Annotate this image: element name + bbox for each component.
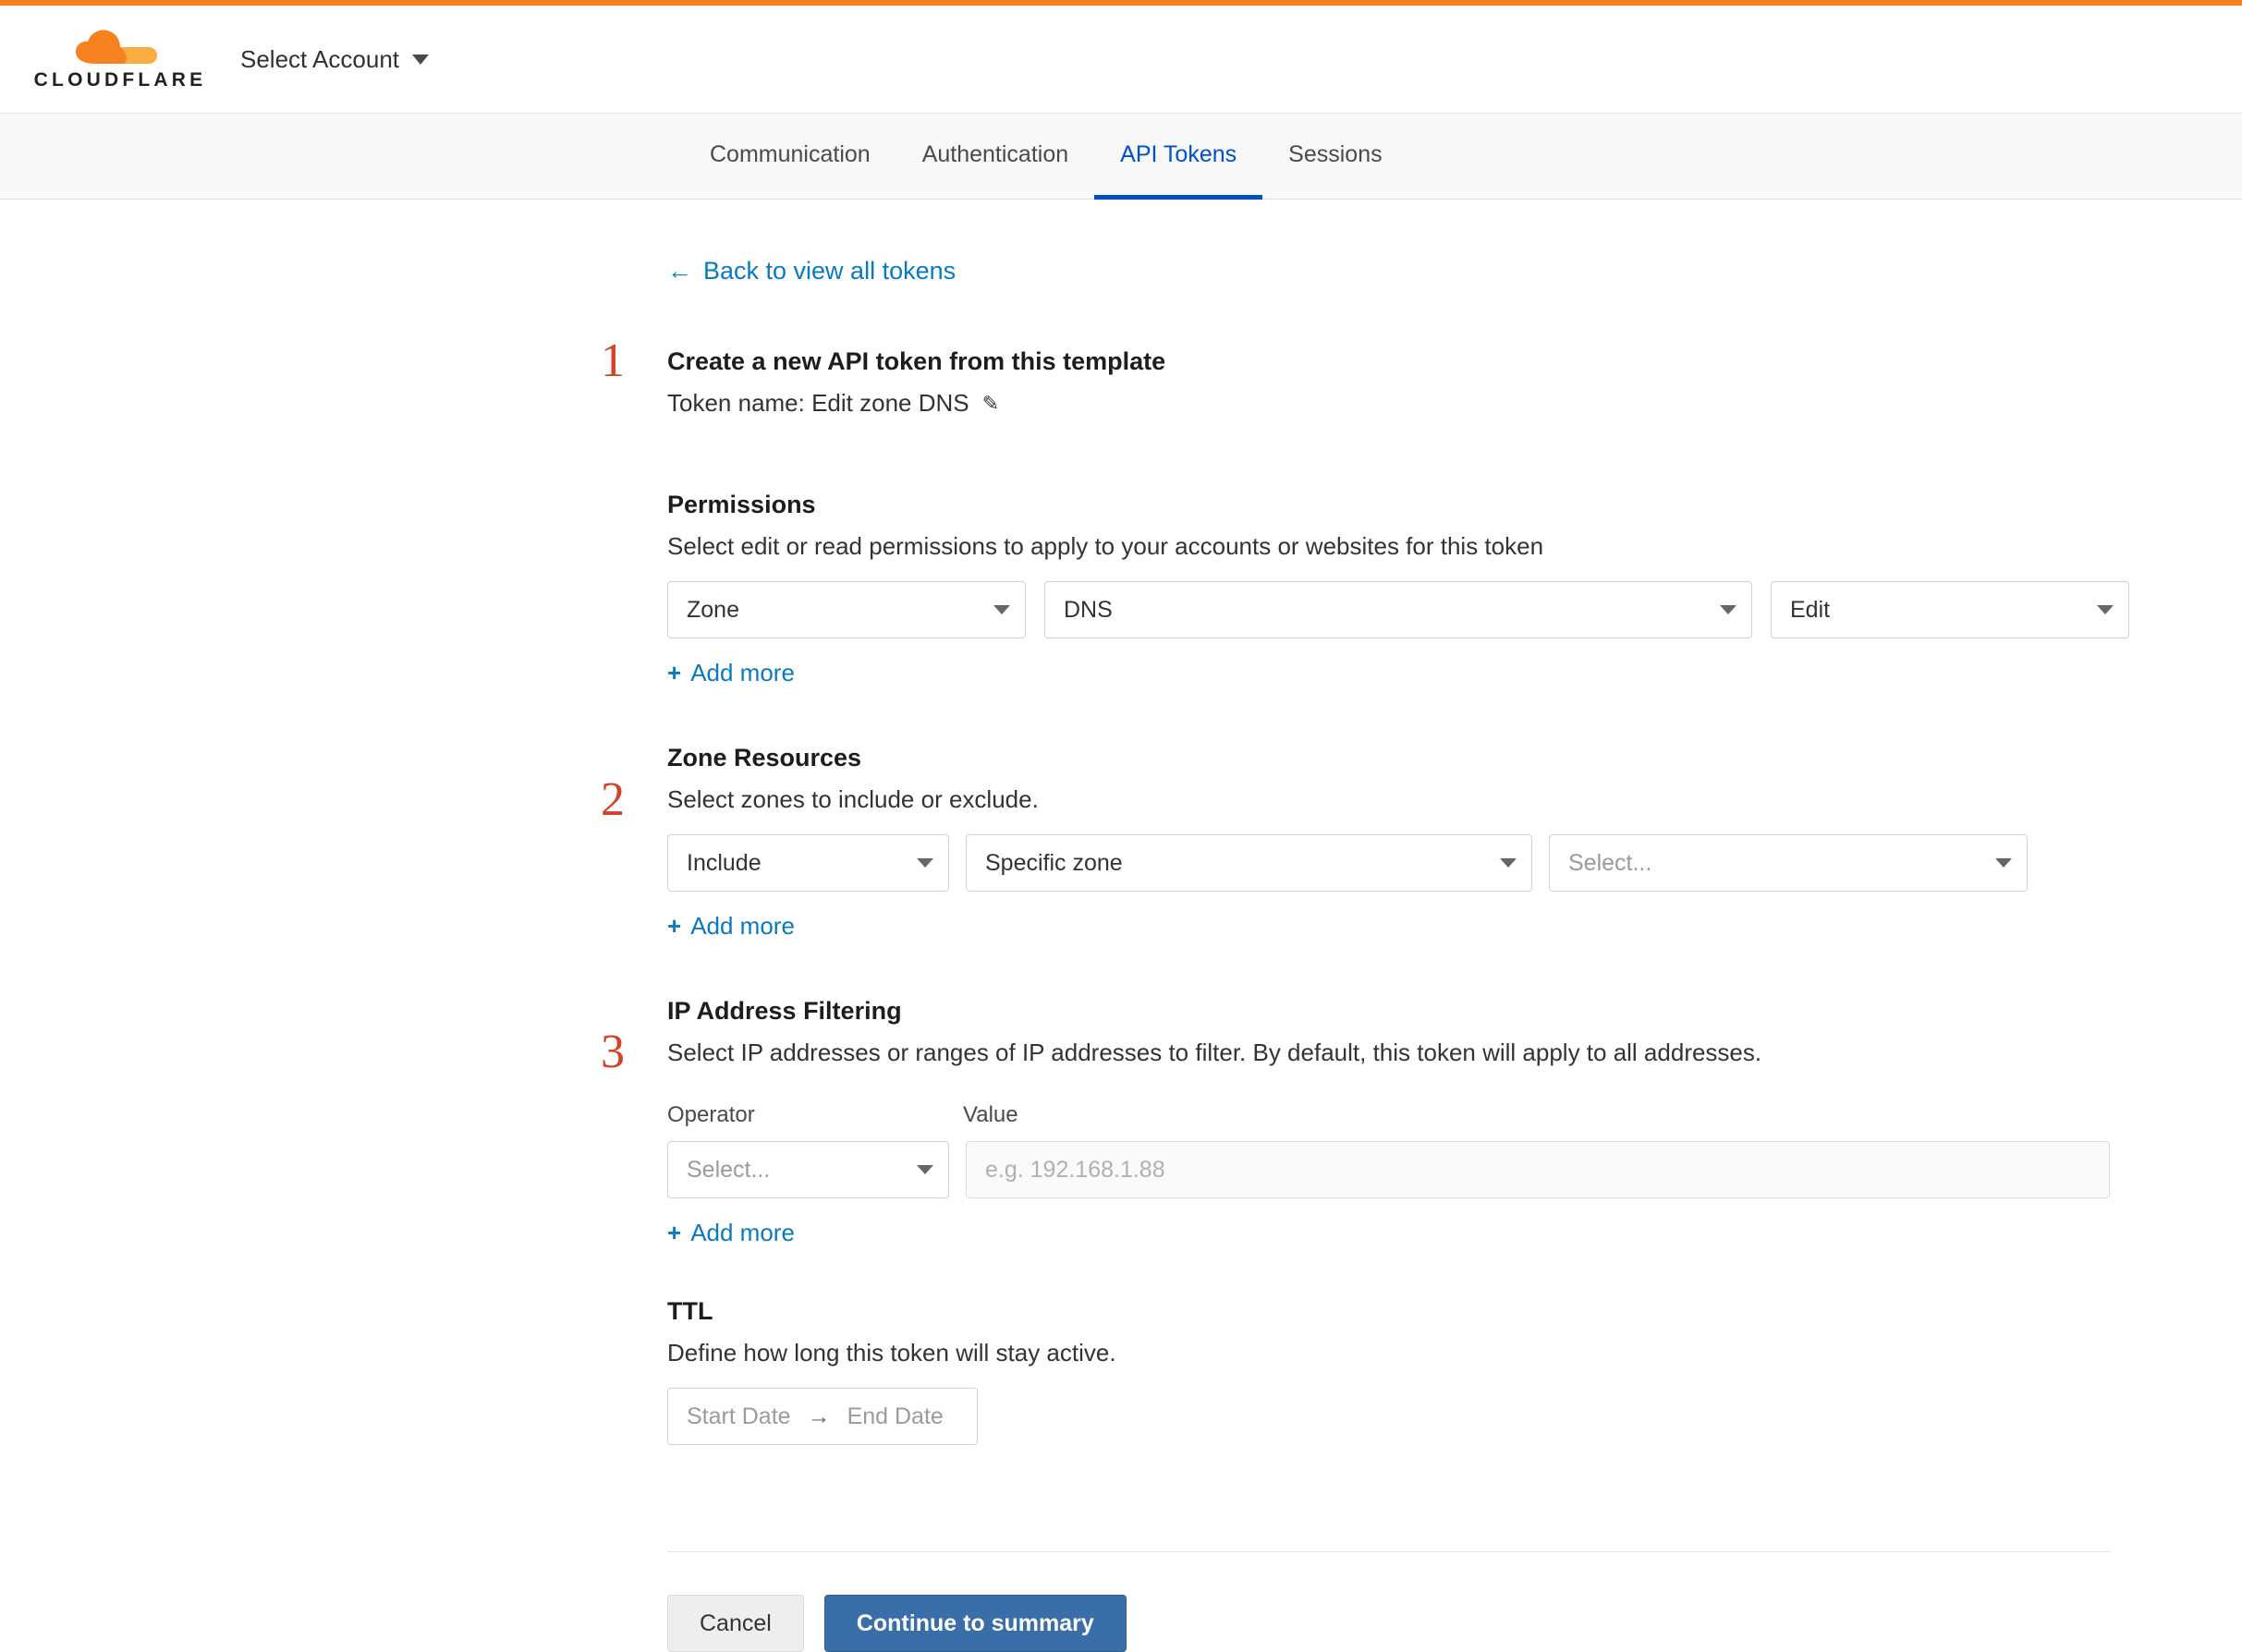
step-number-3: 3 <box>601 1026 625 1078</box>
zone-scope-value: Specific zone <box>985 849 1123 876</box>
ip-operator-label: Operator <box>667 1102 755 1127</box>
ttl-date-range-picker[interactable] <box>667 1388 978 1445</box>
tab-sessions-label: Sessions <box>1288 140 1383 167</box>
footer-actions <box>667 1595 1127 1652</box>
chevron-down-icon <box>1720 605 1736 614</box>
zone-resources-add-more-button[interactable] <box>667 912 795 941</box>
ip-value-label: Value <box>963 1102 1018 1127</box>
permission-scope-select[interactable] <box>667 581 1026 638</box>
ttl-section <box>667 1297 1116 1445</box>
ip-filtering-row <box>667 1141 2110 1198</box>
permissions-add-more-label: Add more <box>690 659 795 686</box>
token-name-label: Token name: Edit zone DNS <box>667 389 969 417</box>
zone-resources-add-more-label: Add more <box>690 912 795 940</box>
cancel-button[interactable] <box>667 1595 804 1652</box>
ip-filtering-labels <box>667 1102 2110 1128</box>
zone-picker-value: Select... <box>1568 849 1652 876</box>
ttl-title: TTL <box>667 1297 713 1325</box>
permissions-section <box>667 491 2129 687</box>
permissions-add-more-button[interactable] <box>667 659 795 687</box>
permission-scope-value: Zone <box>687 596 739 623</box>
arrow-right-icon: → <box>807 1403 831 1429</box>
ip-filtering-section <box>667 997 2110 1247</box>
permissions-title: Permissions <box>667 491 816 518</box>
tab-authentication[interactable] <box>896 114 1094 200</box>
zone-resources-section <box>667 744 2028 941</box>
zone-inclusion-value: Include <box>687 849 762 876</box>
ip-filtering-add-more-button[interactable] <box>667 1219 795 1247</box>
chevron-down-icon <box>412 55 429 65</box>
tab-api-tokens-label: API Tokens <box>1120 140 1237 167</box>
cancel-button-label: Cancel <box>700 1609 772 1636</box>
continue-to-summary-button[interactable] <box>824 1595 1127 1652</box>
permissions-row <box>667 581 2129 638</box>
pencil-icon[interactable]: ✎ <box>981 391 1000 415</box>
tab-api-tokens[interactable] <box>1094 114 1262 200</box>
zone-resources-row <box>667 834 2028 892</box>
continue-button-label: Continue to summary <box>856 1609 1094 1636</box>
account-selector[interactable] <box>240 45 429 74</box>
back-link-label: Back to view all tokens <box>703 257 957 285</box>
plus-icon: + <box>667 1219 682 1246</box>
arrow-left-icon: ← <box>667 257 692 285</box>
permissions-subtitle: Select edit or read permissions to apply to your accounts or websites for this token <box>667 532 1544 560</box>
ip-filtering-title: IP Address Filtering <box>667 997 902 1025</box>
chevron-down-icon <box>2097 605 2114 614</box>
tab-authentication-label: Authentication <box>921 140 1069 167</box>
zone-resources-subtitle: Select zones to include or exclude. <box>667 785 1039 813</box>
step-number-2: 2 <box>601 773 625 826</box>
chevron-down-icon <box>1995 858 2012 868</box>
ip-value-placeholder: e.g. 192.168.1.88 <box>985 1156 1165 1183</box>
cloudflare-logo[interactable] <box>28 27 213 91</box>
zone-picker-select[interactable] <box>1549 834 2028 892</box>
ttl-end-date: End Date <box>847 1403 944 1429</box>
template-title: Create a new API token from this template <box>667 347 1166 375</box>
tab-communication-label: Communication <box>710 140 871 167</box>
chevron-down-icon <box>917 1165 933 1174</box>
zone-inclusion-select[interactable] <box>667 834 949 892</box>
ip-operator-select[interactable] <box>667 1141 949 1198</box>
ip-filtering-subtitle: Select IP addresses or ranges of IP addresses to filter. By default, this token will apply to all addresses. <box>667 1039 1762 1066</box>
permission-level-select[interactable] <box>1771 581 2129 638</box>
tab-sessions[interactable] <box>1262 114 1407 200</box>
chevron-down-icon <box>993 605 1010 614</box>
ttl-subtitle: Define how long this token will stay active. <box>667 1339 1116 1367</box>
template-section <box>667 347 1165 418</box>
chevron-down-icon <box>917 858 933 868</box>
account-selector-label: Select Account <box>240 44 399 73</box>
zone-resources-title: Zone Resources <box>667 744 862 771</box>
chevron-down-icon <box>1500 858 1517 868</box>
tab-communication[interactable] <box>684 114 896 200</box>
step-number-1: 1 <box>601 334 625 387</box>
footer-divider <box>667 1551 2111 1552</box>
token-name-row <box>667 389 1165 418</box>
ip-value-input[interactable] <box>966 1141 2110 1198</box>
ttl-start-date: Start Date <box>687 1403 791 1429</box>
section-tabs <box>0 113 2242 200</box>
plus-icon: + <box>667 912 682 940</box>
zone-scope-select[interactable] <box>966 834 1532 892</box>
permission-resource-select[interactable] <box>1044 581 1752 638</box>
logo-wordmark: CLOUDFLARE <box>33 69 207 91</box>
permission-resource-value: DNS <box>1064 596 1113 623</box>
app-header <box>0 6 2242 113</box>
ip-filtering-add-more-label: Add more <box>690 1219 795 1246</box>
ip-operator-value: Select... <box>687 1156 771 1183</box>
plus-icon: + <box>667 659 682 686</box>
permission-level-value: Edit <box>1790 596 1831 623</box>
cloud-icon <box>68 27 172 67</box>
back-to-all-tokens-link[interactable] <box>667 257 956 285</box>
